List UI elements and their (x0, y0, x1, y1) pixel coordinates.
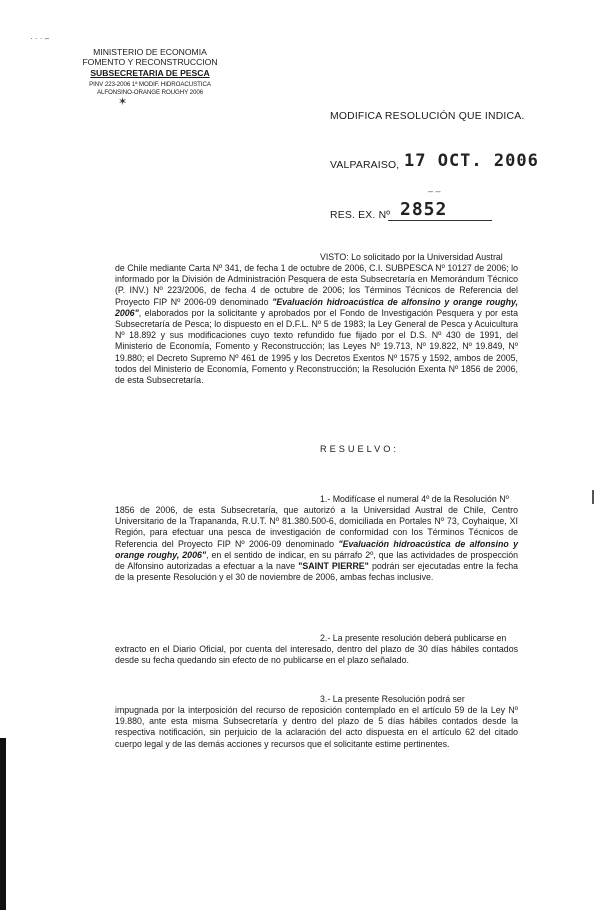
scan-edge-mark (592, 490, 594, 504)
item-1-body (115, 505, 518, 583)
visto-first-line (320, 252, 518, 263)
item-3-body: impugnada por la interposición del recurso de reposición contemplado en el artículo 59 de la Ley Nº 19.880, ante esta misma Subsecretaría y dentro del plazo de 5 días hábiles contados desde la respectiva notificación, sin perjuicio de la aclaración del acto dispuesta en el artículo 62 del citado cuerpo legal y de las demás acciones y recursos que el solicitante estime pertinentes. (115, 705, 518, 749)
subject-line: MODIFICA RESOLUCIÓN QUE INDICA. (330, 111, 525, 122)
visto-text-2: , elaborados por la solicitante y aprobados por el Fondo de Investigación Pesquera y por esta Subsecretaría de Pesca; lo dispuesto en el D.F.L. Nº 5 de 1983; la Ley General de Pesca y Acuicultura Nº 18.892 y sus modificaciones cuyo texto refundido fue fijado por el D.S. Nº 430 de 1991, del Ministerio de Economía, Fomento y Reconstrucción; las Leyes Nº 19.713, Nº 19.822, Nº 19.849, Nº 19.880; el Decreto Supremo Nº 461 de 1995 y los Decretos Exentos Nº 1575 y 1592, ambos de 2005, todos del Ministerio de Economía, Fomento y Reconstrucción; la Resolución Exenta Nº 1856 de 2006, de esta Subsecretaría. (115, 307, 518, 386)
initials-mark: ✶ (118, 96, 128, 108)
visto-label: VISTO: (320, 252, 349, 262)
place-label: VALPARAISO, (330, 160, 400, 171)
ministry-line-1: MINISTERIO DE ECONOMIA (93, 47, 207, 57)
scan-edge-bar (0, 738, 6, 910)
resuelvo-heading: RESUELVO: (320, 444, 399, 454)
date-stamp: 17 OCT. 2006 (404, 151, 539, 171)
visto-text: de Chile mediante Carta Nº 341, de fecha 1 de octubre de 2006, C.I. SUBPESCA Nº 10127 de 2006; lo informado por la División de Administración Pesquera de esta Subsecretaría en Memorándum Técnico (P. INV.) Nº 223/2006, de fecha 4 de octubre de 2006; los Términos Técnicos de Referencia del Proyecto FIP Nº 2006-09 denominado (115, 263, 518, 307)
item-1-project-title: "Evaluación hidroacústica de alfonsino y orange roughy, 2006" (115, 538, 518, 560)
reference-line-2: ALFONSINO-ORANGE ROUGHY 2006 (96, 89, 204, 96)
item-1-text-c: podrán ser ejecutadas entre la fecha de la presente Resolución y el 30 de noviembre de 2006, ambas fechas inclusive. (115, 561, 519, 583)
visto-paragraph (115, 263, 518, 386)
visto-project-title: "Evaluación hidroacústica de alfonsino y orange roughy, 2006" (115, 296, 518, 318)
item-3-lead: 3.- La presente Resolución podrá ser (320, 694, 465, 704)
reference-line-1: PINV 223-2006 1ª MODIF. HIDROACUSTICA (89, 81, 211, 88)
item-1-text-b: , en el sentido de indicar, en su párrafo 2º, que las actividades de prospección de Alfonsino autorizadas a efectuar a la nave (115, 549, 518, 572)
stamp-dash: – – (428, 186, 441, 196)
item-1-vessel-name: "SAINT PIERRE" (298, 561, 369, 572)
item-1-text-a: 1856 de 2006, de esta Subsecretaría, que autorizó a la Universidad Austral de Chile, Centro Universitario de la Trapananda, R.U.T. Nº 81.380.500-6, domiciliada en Portales Nº 73, Coyhaique, XI Región, para efectuar una pesca de investigación de conformidad con los Términos Técnicos de Referencia del Proyecto FIP Nº 2006-09 denominado (115, 505, 518, 549)
scan-marks: · · · – (30, 34, 50, 43)
ministry-line-2: FOMENTO Y RECONSTRUCCION (82, 57, 218, 67)
item-2-body: extracto en el Diario Oficial, por cuenta del interesado, dentro del plazo de 30 días hábiles contados desde su fecha quedando sin efecto de no publicarse en el plazo señalado. (115, 644, 518, 666)
item-1-lead: 1.- Modifícase el numeral 4º de la Resolución Nº (320, 494, 509, 504)
item-2-lead: 2.- La presente resolución deberá publicarse en (320, 633, 507, 643)
resolution-number: 2852 (400, 199, 448, 220)
subsecretaria-title: SUBSECRETARIA DE PESCA (90, 68, 210, 78)
resolution-underline (388, 220, 492, 221)
visto-line-1: Lo solicitado por la Universidad Austral (351, 252, 503, 262)
resolution-label: RES. EX. Nº (330, 210, 391, 221)
